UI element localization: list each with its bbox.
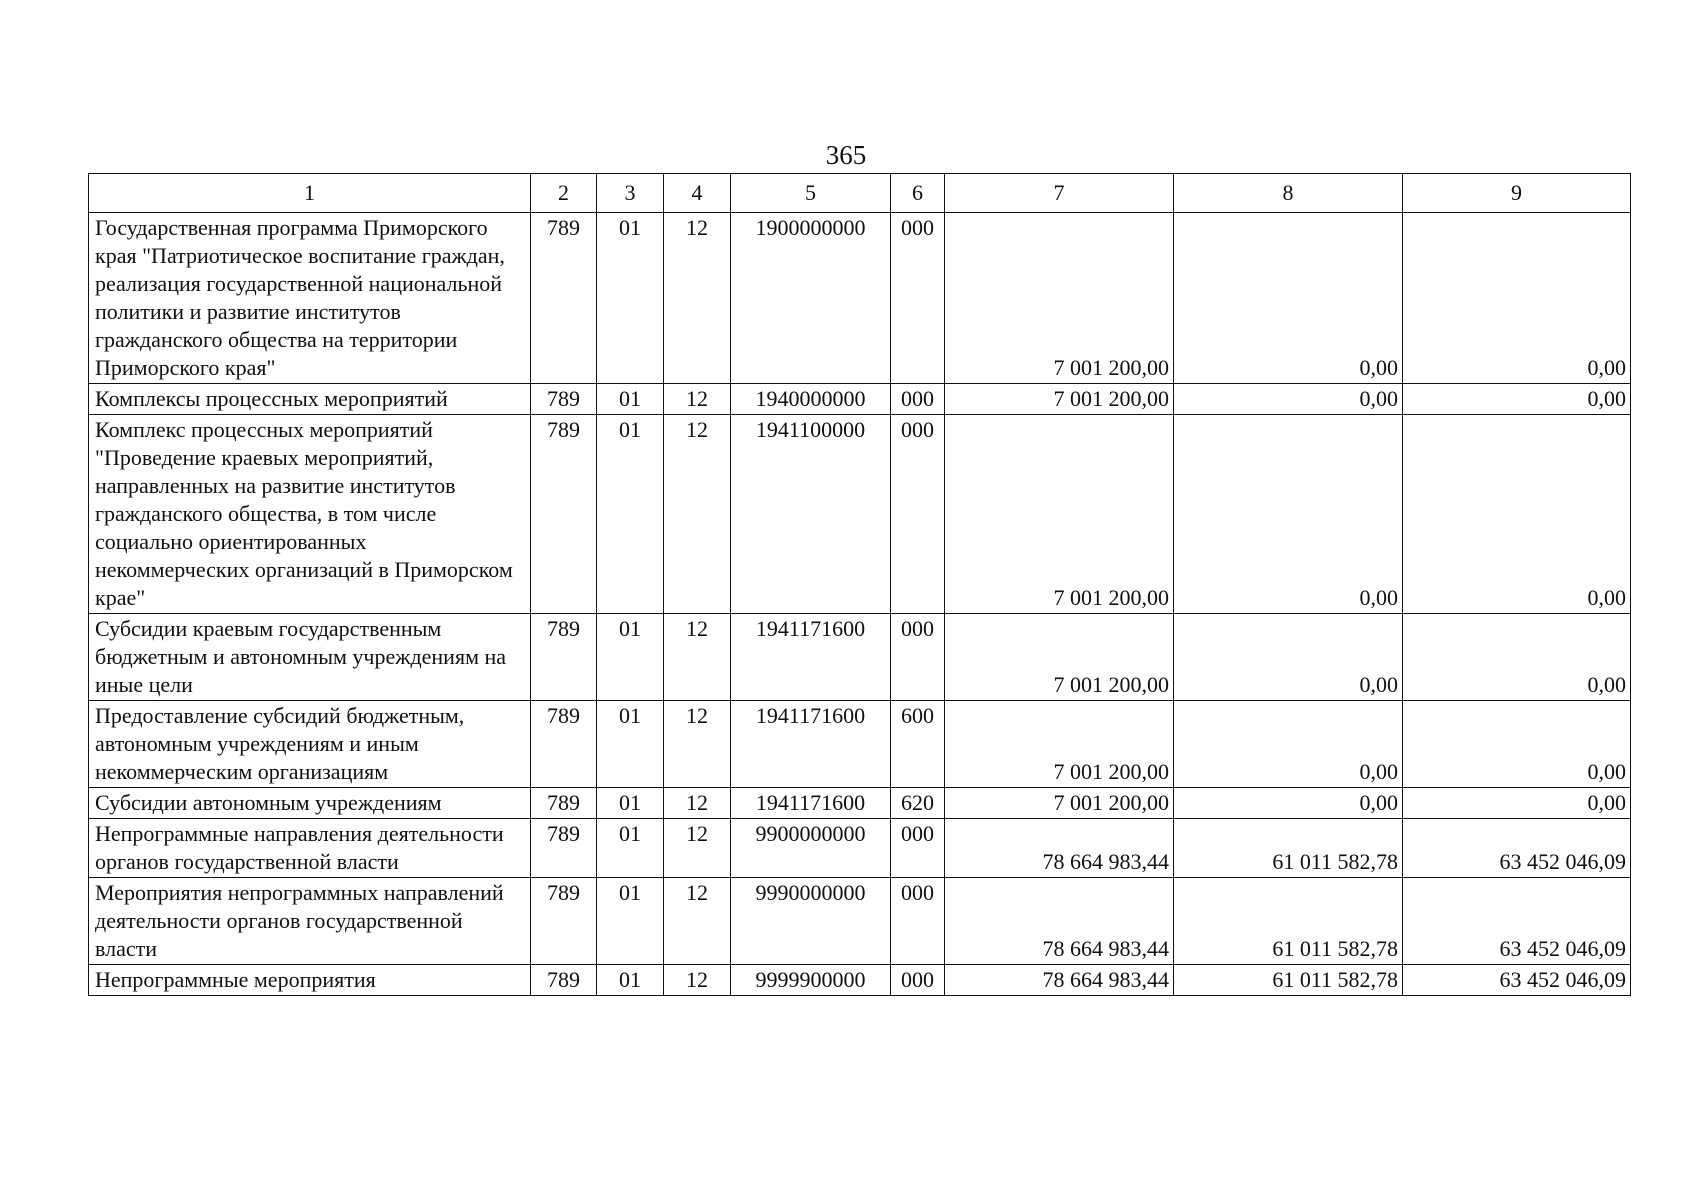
row-code-col4: 12	[664, 965, 731, 996]
row-code-col4: 12	[664, 701, 731, 788]
table-row	[89, 701, 1631, 788]
row-code-col3: 01	[597, 788, 664, 819]
row-amount-col9: 0,00	[1403, 415, 1631, 614]
table-row	[89, 614, 1631, 701]
row-amount-col8: 0,00	[1174, 213, 1403, 384]
table-header	[89, 174, 1631, 213]
column-header-6: 6	[891, 174, 945, 213]
row-amount-col9: 0,00	[1403, 614, 1631, 701]
row-code-col4: 12	[664, 213, 731, 384]
row-code-col3: 01	[597, 614, 664, 701]
row-name: Комплексы процессных мероприятий	[89, 384, 531, 415]
row-code-col3: 01	[597, 213, 664, 384]
row-name: Субсидии краевым государственным бюджетным и автономным учреждениям на иные цели	[89, 614, 531, 701]
page-number: 365	[825, 140, 867, 170]
row-code-col5: 9999900000	[731, 965, 891, 996]
row-amount-col7: 7 001 200,00	[945, 701, 1174, 788]
row-code-col2: 789	[531, 213, 597, 384]
row-amount-col7: 7 001 200,00	[945, 415, 1174, 614]
row-code-col2: 789	[531, 384, 597, 415]
row-code-col5: 1940000000	[731, 384, 891, 415]
row-code-col5: 1941100000	[731, 415, 891, 614]
row-code-col2: 789	[531, 965, 597, 996]
row-code-col4: 12	[664, 788, 731, 819]
row-name: Комплекс процессных мероприятий "Проведение краевых мероприятий, направленных на развитие институтов гражданского общества, в том числе социально ориентированных некоммерческих организаций в Приморском крае"	[89, 415, 531, 614]
row-amount-col7: 78 664 983,44	[945, 878, 1174, 965]
row-code-col4: 12	[664, 384, 731, 415]
row-name: Непрограммные мероприятия	[89, 965, 531, 996]
table-row	[89, 213, 1631, 384]
row-amount-col8: 61 011 582,78	[1174, 878, 1403, 965]
row-code-col3: 01	[597, 965, 664, 996]
row-code-col6: 000	[891, 819, 945, 878]
column-header-1: 1	[89, 174, 531, 213]
row-code-col4: 12	[664, 614, 731, 701]
row-code-col6: 620	[891, 788, 945, 819]
row-amount-col9: 0,00	[1403, 384, 1631, 415]
row-amount-col8: 0,00	[1174, 614, 1403, 701]
row-amount-col7: 7 001 200,00	[945, 788, 1174, 819]
row-code-col6: 000	[891, 384, 945, 415]
table-row	[89, 415, 1631, 614]
row-code-col3: 01	[597, 384, 664, 415]
row-code-col3: 01	[597, 878, 664, 965]
row-amount-col9: 63 452 046,09	[1403, 965, 1631, 996]
row-name: Субсидии автономным учреждениям	[89, 788, 531, 819]
row-code-col4: 12	[664, 415, 731, 614]
row-code-col2: 789	[531, 819, 597, 878]
row-code-col6: 000	[891, 614, 945, 701]
row-code-col6: 000	[891, 878, 945, 965]
table-row	[89, 788, 1631, 819]
row-code-col6: 000	[891, 965, 945, 996]
column-header-4: 4	[664, 174, 731, 213]
row-name: Государственная программа Приморского края "Патриотическое воспитание граждан, реализация государственной национальной политики и развитие институтов гражданского общества на территории Приморского края"	[89, 213, 531, 384]
row-code-col4: 12	[664, 819, 731, 878]
row-amount-col9: 63 452 046,09	[1403, 819, 1631, 878]
row-code-col3: 01	[597, 819, 664, 878]
row-code-col3: 01	[597, 415, 664, 614]
table-row	[89, 878, 1631, 965]
row-code-col5: 1941171600	[731, 701, 891, 788]
table-row	[89, 819, 1631, 878]
row-code-col5: 9990000000	[731, 878, 891, 965]
row-amount-col9: 0,00	[1403, 213, 1631, 384]
row-amount-col8: 0,00	[1174, 788, 1403, 819]
row-amount-col7: 7 001 200,00	[945, 213, 1174, 384]
row-code-col5: 1941171600	[731, 614, 891, 701]
row-code-col2: 789	[531, 701, 597, 788]
row-amount-col8: 0,00	[1174, 701, 1403, 788]
row-name: Непрограммные направления деятельности органов государственной власти	[89, 819, 531, 878]
row-code-col5: 1941171600	[731, 788, 891, 819]
row-code-col5: 1900000000	[731, 213, 891, 384]
row-amount-col7: 78 664 983,44	[945, 819, 1174, 878]
row-amount-col8: 0,00	[1174, 384, 1403, 415]
column-header-8: 8	[1174, 174, 1403, 213]
column-header-3: 3	[597, 174, 664, 213]
row-code-col4: 12	[664, 878, 731, 965]
row-amount-col9: 63 452 046,09	[1403, 878, 1631, 965]
row-code-col3: 01	[597, 701, 664, 788]
row-code-col2: 789	[531, 614, 597, 701]
row-amount-col9: 0,00	[1403, 701, 1631, 788]
row-amount-col7: 7 001 200,00	[945, 614, 1174, 701]
row-code-col6: 600	[891, 701, 945, 788]
budget-table	[88, 173, 1631, 996]
column-header-9: 9	[1403, 174, 1631, 213]
row-name: Мероприятия непрограммных направлений деятельности органов государственной власти	[89, 878, 531, 965]
table-row	[89, 384, 1631, 415]
row-code-col6: 000	[891, 415, 945, 614]
row-amount-col9: 0,00	[1403, 788, 1631, 819]
row-code-col6: 000	[891, 213, 945, 384]
row-amount-col8: 61 011 582,78	[1174, 965, 1403, 996]
column-header-7: 7	[945, 174, 1174, 213]
table-body	[89, 213, 1631, 996]
row-code-col2: 789	[531, 878, 597, 965]
row-amount-col7: 7 001 200,00	[945, 384, 1174, 415]
column-header-5: 5	[731, 174, 891, 213]
header-row	[89, 174, 1631, 213]
row-amount-col8: 0,00	[1174, 415, 1403, 614]
row-code-col2: 789	[531, 788, 597, 819]
row-amount-col7: 78 664 983,44	[945, 965, 1174, 996]
row-code-col5: 9900000000	[731, 819, 891, 878]
table-row	[89, 965, 1631, 996]
row-code-col2: 789	[531, 415, 597, 614]
row-amount-col8: 61 011 582,78	[1174, 819, 1403, 878]
column-header-2: 2	[531, 174, 597, 213]
row-name: Предоставление субсидий бюджетным, автономным учреждениям и иным некоммерческим организациям	[89, 701, 531, 788]
